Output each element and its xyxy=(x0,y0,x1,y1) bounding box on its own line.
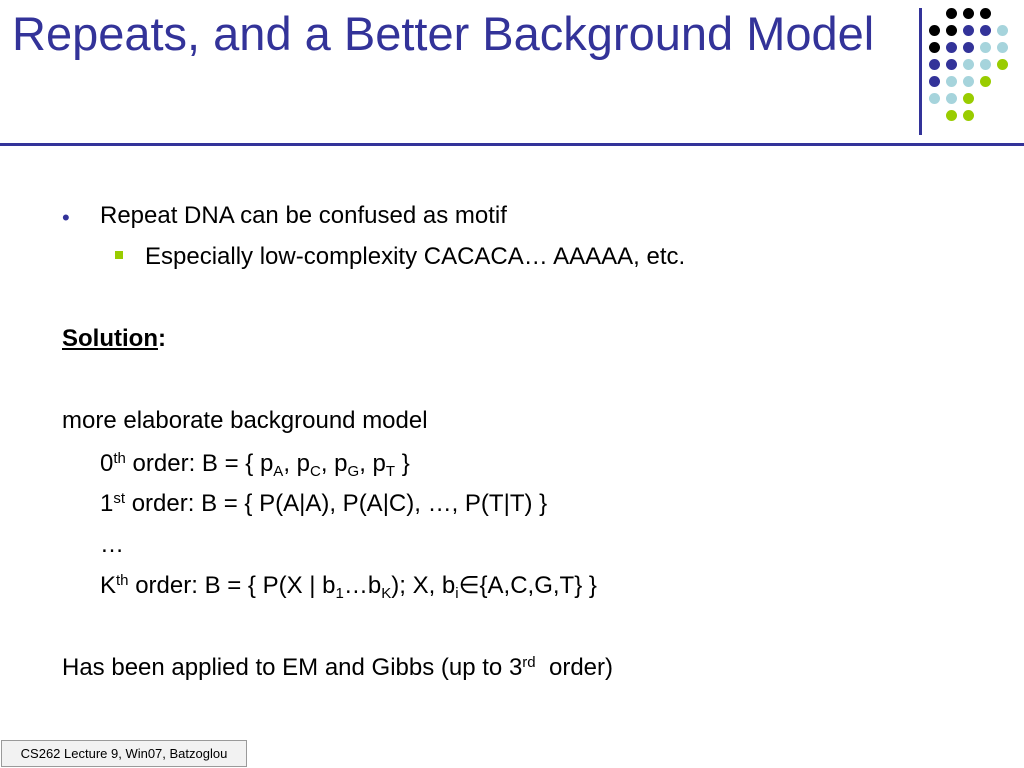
sub-a: A xyxy=(273,463,284,480)
solution-colon: : xyxy=(157,325,166,352)
sub-1: 1 xyxy=(335,585,344,602)
order-1-line xyxy=(100,490,547,518)
sub-i: i xyxy=(455,585,459,602)
order-0-end: } xyxy=(395,450,410,477)
order-0-prefix: 0 xyxy=(100,450,114,477)
sep-3: , p xyxy=(359,450,386,477)
sub-t: T xyxy=(385,463,396,480)
applied-end: order) xyxy=(535,654,613,681)
order-1-text: order: B = { P(A|A), P(A|C), …, P(T|T) } xyxy=(125,490,548,517)
footer-label: CS262 Lecture 9, Win07, Batzoglou xyxy=(1,740,247,767)
sub-bullet-item: Especially low-complexity CACACA… AAAAA, etc. xyxy=(145,243,686,270)
order-k-line xyxy=(100,572,597,600)
sep-2: , p xyxy=(320,450,348,477)
order-k-end: ∈{A,C,G,T} } xyxy=(458,572,597,599)
sep-1: , p xyxy=(283,450,310,477)
order-k-mid2: ); X, b xyxy=(391,572,456,599)
order-k-sup: th xyxy=(116,572,129,589)
intro-line: more elaborate background model xyxy=(62,407,428,434)
bullet-icon: • xyxy=(62,205,70,230)
ellipsis-line: … xyxy=(100,531,124,558)
solution-heading xyxy=(62,325,166,353)
order-0-sup: th xyxy=(113,450,126,467)
applied-text: Has been applied to EM and Gibbs (up to 3 xyxy=(62,654,523,681)
order-0-text: order: B = { p xyxy=(125,450,274,477)
sub-k: K xyxy=(381,585,392,602)
sub-c: C xyxy=(310,463,321,480)
order-1-sup: st xyxy=(113,490,126,507)
solution-label: Solution xyxy=(62,325,158,352)
order-0-line xyxy=(100,450,410,478)
order-k-mid: …b xyxy=(343,572,382,599)
applied-sup: rd xyxy=(522,654,536,671)
order-k-text: order: B = { P(X | b xyxy=(128,572,336,599)
order-k-prefix: K xyxy=(100,572,117,599)
bullet-item: Repeat DNA can be confused as motif xyxy=(100,202,507,229)
order-1-prefix: 1 xyxy=(100,490,114,517)
slide-title: Repeats, and a Better Background Model xyxy=(12,7,875,60)
sub-g: G xyxy=(347,463,360,480)
square-bullet-icon xyxy=(115,251,123,259)
applied-line xyxy=(62,654,613,682)
